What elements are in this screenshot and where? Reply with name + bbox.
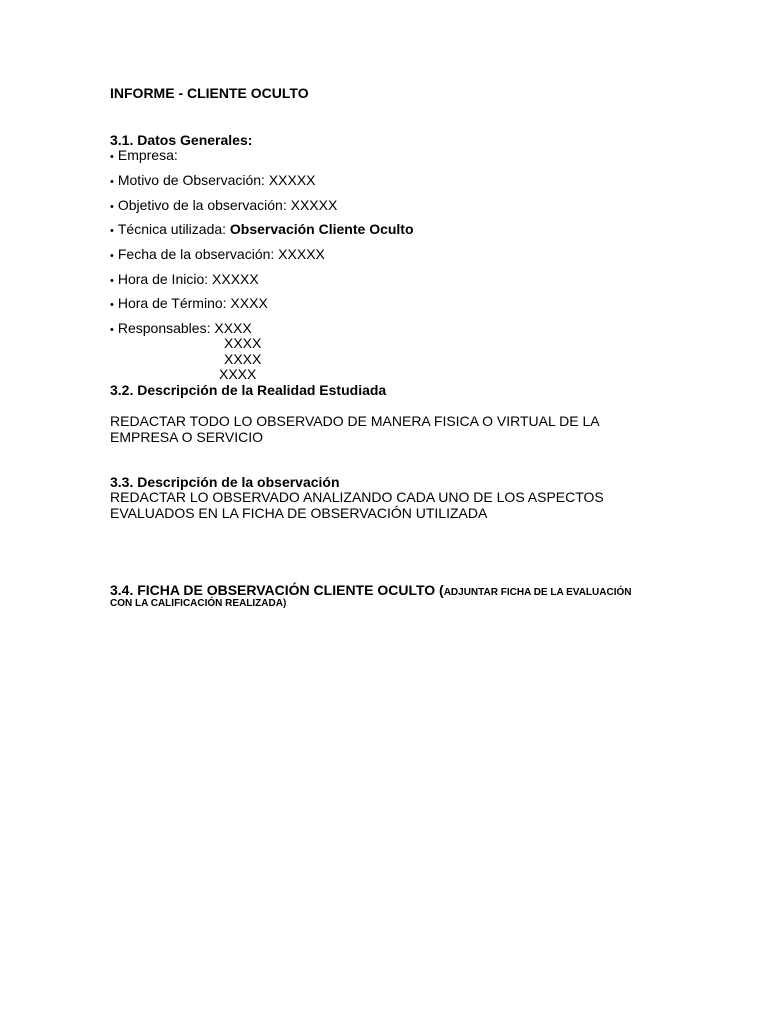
field-tecnica-value: Observación Cliente Oculto <box>229 221 414 237</box>
field-fecha-text: Fecha de la observación: XXXXX <box>117 246 325 262</box>
field-responsables-text: Responsables: XXXX <box>117 320 252 336</box>
field-objetivo-text: Objetivo de la observación: XXXXX <box>117 197 338 213</box>
bullet: • <box>110 225 114 237</box>
section-34-heading <box>110 582 631 598</box>
field-hora-termino <box>110 295 268 311</box>
field-objetivo <box>110 197 337 213</box>
bullet: • <box>110 324 114 336</box>
field-motivo <box>110 172 316 188</box>
section-33-line: REDACTAR LO OBSERVADO ANALIZANDO CADA UNO DE LOS ASPECTOS <box>110 489 604 505</box>
section-31-heading: 3.1. Datos Generales: <box>110 132 253 148</box>
report-title: INFORME - CLIENTE OCULTO <box>110 85 309 101</box>
field-hora-inicio-text: Hora de Inicio: XXXXX <box>117 271 259 287</box>
section-32-line: EMPRESA O SERVICIO <box>110 429 264 445</box>
field-empresa <box>110 147 178 163</box>
field-hora-termino-text: Hora de Término: XXXX <box>117 295 268 311</box>
bullet: • <box>110 176 114 188</box>
section-32-heading: 3.2. Descripción de la Realidad Estudiada <box>110 382 387 398</box>
section-33-heading: 3.3. Descripción de la observación <box>110 474 340 490</box>
field-empresa-label: Empresa: <box>117 147 178 163</box>
bullet: • <box>110 250 114 262</box>
section-33-line: EVALUADOS EN LA FICHA DE OBSERVACIÓN UTILIZADA <box>110 505 488 521</box>
bullet: • <box>110 151 114 163</box>
section-34-note: ADJUNTAR FICHA DE LA EVALUACIÓN <box>443 587 632 598</box>
section-34-heading-text: 3.4. FICHA DE OBSERVACIÓN CLIENTE OCULTO ( <box>110 582 444 598</box>
bullet: • <box>110 299 114 311</box>
section-32-line: REDACTAR TODO LO OBSERVADO DE MANERA FISICA O VIRTUAL DE LA <box>110 413 600 429</box>
responsable-extra: XXXX <box>219 366 257 382</box>
field-tecnica-label: Técnica utilizada: <box>117 221 230 237</box>
bullet: • <box>110 201 114 213</box>
field-tecnica <box>110 221 414 237</box>
section-34-note-line2: CON LA CALIFICACIÓN REALIZADA) <box>110 598 287 609</box>
field-hora-inicio <box>110 271 259 287</box>
responsable-extra: XXXX <box>224 335 262 351</box>
responsable-extra: XXXX <box>224 351 262 367</box>
bullet: • <box>110 275 114 287</box>
field-motivo-text: Motivo de Observación: XXXXX <box>117 172 316 188</box>
field-fecha <box>110 246 325 262</box>
field-responsables <box>110 320 252 336</box>
